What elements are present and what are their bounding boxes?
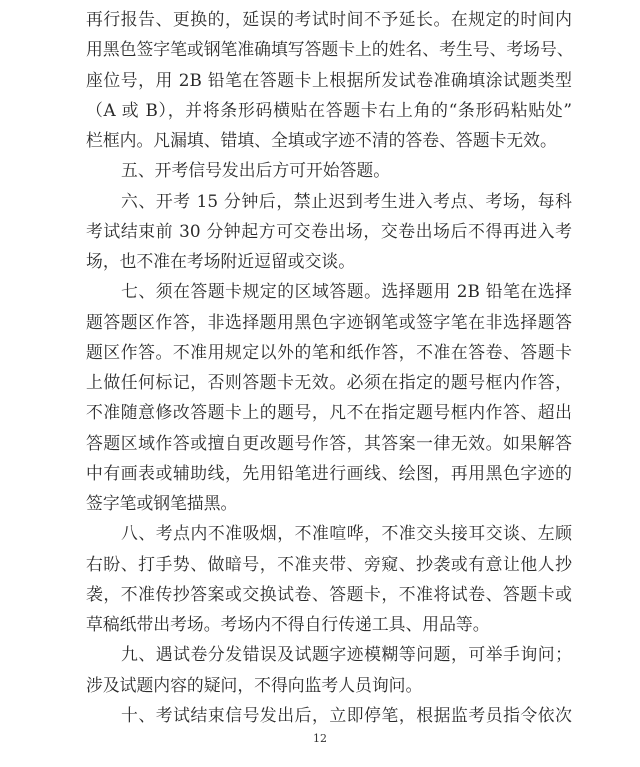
text-line: 袭，不准传抄答案或交换试卷、答题卡，不准将试卷、答题卡或 — [86, 583, 572, 604]
paragraph-start-line: 五、开考信号发出后方可开始答题。 — [121, 160, 391, 181]
text-line: 签字笔或钢笔描黑。 — [86, 493, 238, 514]
page-number: 12 — [313, 732, 327, 745]
text-line: 答题区域作答或擅自更改题号作答，其答案一律无效。如果解答 — [86, 432, 572, 453]
text-line: 草稿纸带出考场。考场内不得自行传递工具、用品等。 — [86, 614, 490, 635]
paragraph-start-line: 十、考试结束信号发出后，立即停笔，根据监考员指令依次 — [121, 705, 572, 725]
text-line: 栏框内。凡漏填、错填、全填或字迹不清的答卷、答题卡无效。 — [86, 130, 557, 151]
text-line: 题答题区作答，非选择题用黑色字迹钢笔或签字笔在非选择题答 — [86, 311, 572, 332]
paragraph-start-line: 九、遇试卷分发错误及试题字迹模糊等问题，可举手询问； — [121, 644, 572, 665]
text-line: 中有画表或辅助线，先用铅笔进行画线、绘图，再用黑色字迹的 — [86, 462, 572, 483]
text-line: 右盼、打手势、做暗号，不准夹带、旁窥、抄袭或有意让他人抄 — [86, 553, 572, 574]
paragraph-start-line: 七、须在答题卡规定的区域答题。选择题用 2B 铅笔在选择 — [121, 281, 572, 302]
text-line: 上做任何标记，否则答题卡无效。必须在指定的题号框内作答， — [86, 372, 572, 393]
text-line: 场，也不准在考场附近逗留或交谈。 — [86, 251, 356, 272]
text-line: 再行报告、更换的，延误的考试时间不予延长。在规定的时间内 — [86, 9, 572, 29]
paragraph-start-line: 六、开考 15 分钟后，禁止迟到考生进入考点、考场，每科 — [121, 190, 572, 211]
text-line: 座位号，用 2B 铅笔在答题卡上根据所发试卷准确填涂试题类型 — [86, 69, 572, 90]
text-line: 涉及试题内容的疑问，不得向监考人员询问。 — [86, 674, 423, 695]
text-line: 不准随意修改答题卡上的题号，凡不在指定题号框内作答、超出 — [86, 402, 572, 423]
text-line: 考试结束前 30 分钟起方可交卷出场，交卷出场后不得再进入考 — [86, 220, 572, 241]
paragraph-start-line: 八、考点内不准吸烟，不准喧哗，不准交头接耳交谈、左顾 — [121, 523, 572, 544]
text-line: （A 或 B），并将条形码横贴在答题卡右上角的“条形码粘贴处” — [86, 99, 572, 120]
text-line: 题区作答。不准用规定以外的笔和纸作答，不准在答卷、答题卡 — [86, 341, 572, 362]
text-line: 用黑色签字笔或钢笔准确填写答题卡上的姓名、考生号、考场号、 — [86, 39, 574, 60]
